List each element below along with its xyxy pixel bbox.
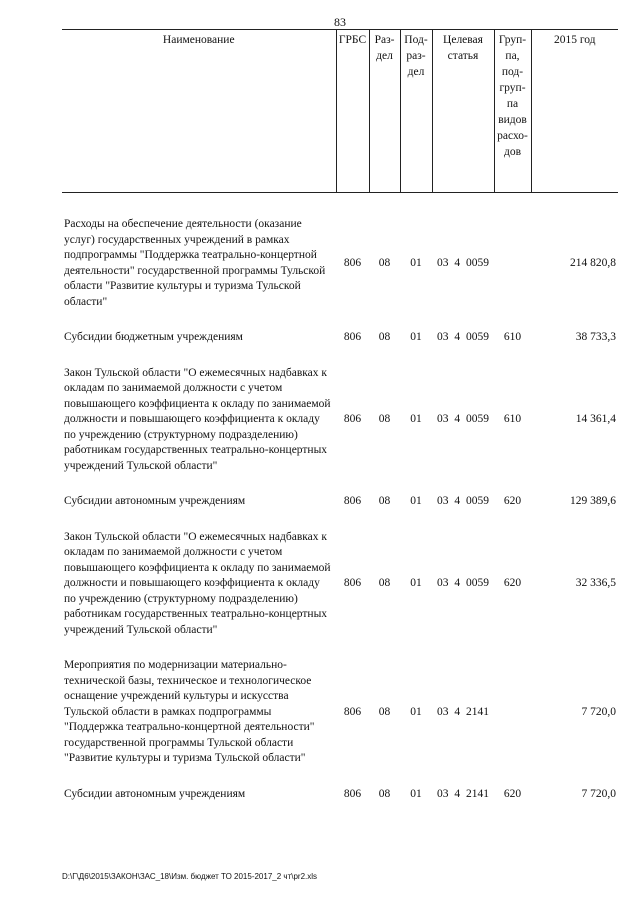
row-grbs: 806: [343, 787, 362, 800]
row-amount: 32 336,5: [575, 577, 616, 589]
row-name: Субсидии автономным учреждениям: [64, 787, 246, 800]
row-podrazdel: 01: [410, 495, 422, 507]
row-group: 620: [503, 577, 522, 589]
header-target: Целевая статья: [432, 30, 494, 193]
row-grbs: 806: [343, 413, 362, 425]
row-podrazdel: 01: [410, 413, 422, 425]
header-grbs: ГРБС: [336, 30, 369, 193]
row-grbs: 806: [343, 256, 362, 269]
row-razdel: 08: [378, 331, 391, 343]
row-group: 610: [503, 413, 522, 425]
row-grbs: 806: [343, 331, 362, 343]
row-group: [494, 658, 531, 767]
budget-table: [62, 29, 618, 802]
row-podrazdel: 01: [410, 256, 422, 269]
row-podrazdel: 01: [410, 787, 422, 800]
header-group: Груп- па, под- груп- па видов расхо- дов: [494, 30, 531, 193]
header-podrazdel: Под- раз- дел: [400, 30, 432, 193]
row-name: Закон Тульской области "О ежемесячных надбавках к окладам по занимаемой должности с учетом повышающего коэффициента к окладу по занимаемой должности и повышающего коэффициента к окладу по учреждению (структурному подразделению) работникам государственных театрально-концертных учреждений Тульской области": [64, 366, 331, 472]
row-amount: 7 720,0: [581, 705, 616, 718]
row-target: 03 4 0059: [437, 577, 489, 589]
row-razdel: 08: [378, 705, 391, 718]
row-name: Субсидии автономным учреждениям: [64, 495, 246, 507]
header-year: 2015 год: [531, 30, 618, 193]
row-podrazdel: 01: [410, 331, 422, 343]
row-podrazdel: 01: [410, 705, 422, 718]
row-target: 03 4 0059: [437, 256, 489, 269]
row-name: Закон Тульской области "О ежемесячных надбавках к окладам по занимаемой должности с учетом повышающего коэффициента к окладу по занимаемой должности и повышающего коэффициента к окладу по учреждению (структурному подразделению) работникам государственных театрально-концертных учреждений Тульской области": [64, 530, 331, 636]
row-group: 620: [503, 495, 522, 507]
row-target: 03 4 0059: [437, 331, 489, 343]
table-row: [62, 330, 618, 346]
row-target: 03 4 2141: [437, 705, 489, 718]
row-grbs: 806: [343, 705, 362, 718]
table-header-row: [62, 30, 618, 193]
row-target: 03 4 2141: [437, 787, 489, 800]
table-row: [62, 366, 618, 475]
table-row: [62, 658, 618, 767]
table-row: [62, 787, 618, 803]
table-row: [62, 217, 618, 310]
row-amount: 14 361,4: [575, 413, 616, 425]
row-grbs: 806: [343, 577, 362, 589]
row-razdel: 08: [378, 787, 391, 800]
file-path-footer: D:\Г\Д6\2015\ЗАКОН\ЗАС_18\Изм. бюджет ТО 2015-2017_2 чт\pr2.xls: [62, 872, 318, 881]
row-group: 620: [503, 787, 522, 800]
row-group: [494, 217, 531, 310]
row-podrazdel: 01: [410, 577, 422, 589]
row-amount: 38 733,3: [575, 331, 616, 343]
row-name: Мероприятия по модернизации материально-технической базы, техническое и технологическое оснащение учреждений культуры и искусства Тульской области в рамках подпрограммы "Поддержка театрально-концертной деятельности" государственной программы Тульской области "Развитие культуры и туризма Тульской области": [64, 659, 315, 764]
header-razdel: Раз- дел: [369, 30, 400, 193]
row-razdel: 08: [378, 577, 391, 589]
row-razdel: 08: [378, 413, 391, 425]
row-target: 03 4 0059: [437, 413, 489, 425]
row-grbs: 806: [343, 495, 362, 507]
row-razdel: 08: [378, 495, 391, 507]
table-row: [62, 494, 618, 510]
row-amount: 214 820,8: [570, 256, 616, 269]
table-row: [62, 530, 618, 639]
row-target: 03 4 0059: [437, 495, 489, 507]
page-number: 83: [334, 15, 346, 29]
header-name: Наименование: [62, 30, 336, 193]
row-group: 610: [503, 331, 522, 343]
row-name: Расходы на обеспечение деятельности (оказание услуг) государственных учреждений в рамках подпрограммы "Поддержка театрально-концертной деятельности" государственной программы Тульской области "Развитие культуры и туризма Тульской области": [64, 218, 326, 308]
row-razdel: 08: [378, 256, 391, 269]
row-amount: 7 720,0: [581, 787, 616, 800]
row-name: Субсидии бюджетным учреждениям: [64, 331, 243, 343]
row-amount: 129 389,6: [570, 495, 616, 507]
